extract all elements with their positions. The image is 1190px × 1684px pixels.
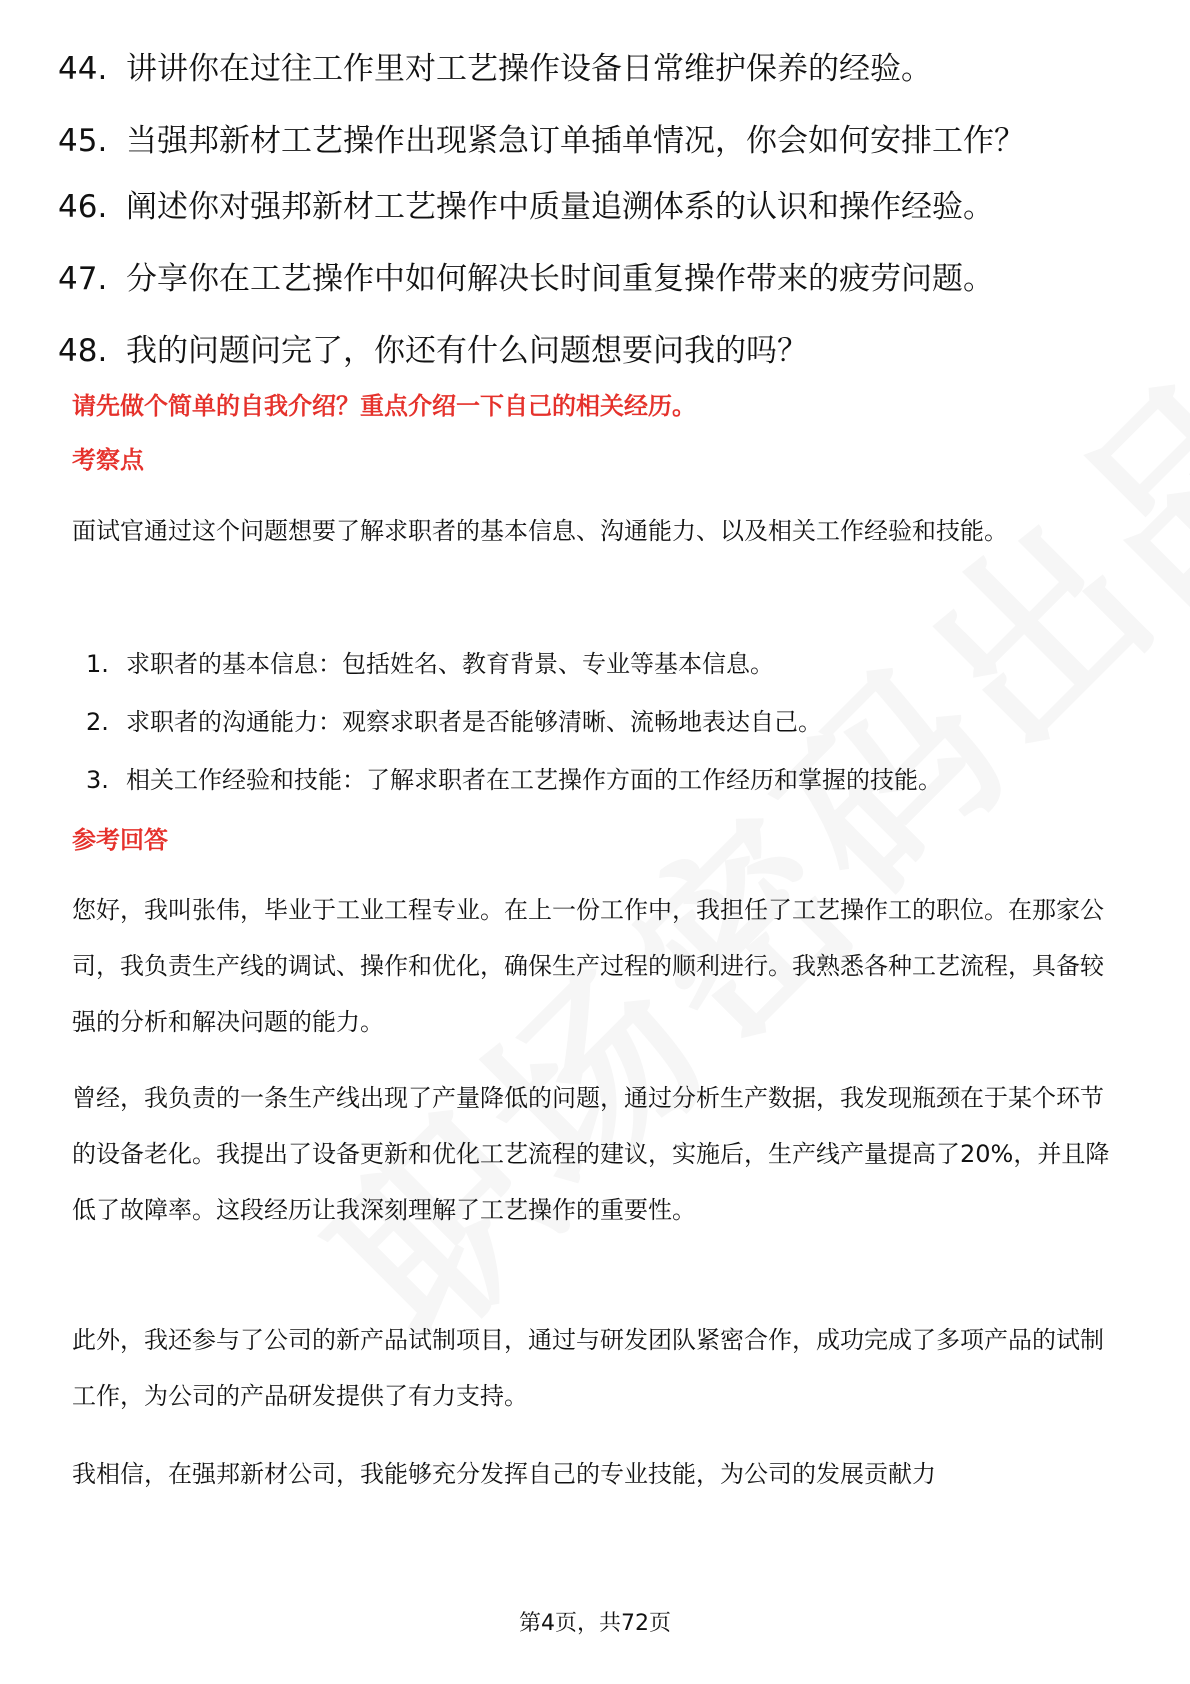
question-number: 44.: [58, 51, 108, 87]
question-text: 分享你在工艺操作中如何解决长时间重复操作带来的疲劳问题。: [126, 261, 994, 297]
question-number: 46.: [58, 189, 108, 225]
focus-point-number: 2.: [86, 708, 109, 736]
page-number-footer: 第4页，共72页: [519, 1611, 671, 1636]
question-text: 我的问题问完了，你还有什么问题想要问我的吗？: [126, 333, 808, 369]
question-item: [58, 258, 1118, 300]
question-item: [58, 120, 1118, 162]
interview-question-title: 请先做个简单的自我介绍？重点介绍一下自己的相关经历。: [72, 392, 696, 420]
question-list: [58, 48, 1118, 402]
answer-paragraph: 此外，我还参与了公司的新产品试制项目，通过与研发团队紧密合作，成功完成了多项产品的试制工作，为公司的产品研发提供了有力支持。: [72, 1326, 1104, 1410]
question-number: 45.: [58, 123, 108, 159]
question-text: 当强邦新材工艺操作出现紧急订单插单情况，你会如何安排工作？: [126, 123, 1025, 159]
question-item: [58, 48, 1118, 90]
question-item: [58, 330, 1118, 372]
question-number: 47.: [58, 261, 108, 297]
focus-intro: 面试官通过这个问题想要了解求职者的基本信息、沟通能力、以及相关工作经验和技能。: [72, 517, 1008, 545]
focus-point: [86, 706, 1126, 738]
answer-paragraph: 曾经，我负责的一条生产线出现了产量降低的问题，通过分析生产数据，我发现瓶颈在于某个环节的设备老化。我提出了设备更新和优化工艺流程的建议，实施后，生产线产量提高了20%，并且降低了故障率。这段经历让我深刻理解了工艺操作的重要性。: [72, 1084, 1110, 1224]
question-item: [58, 186, 1118, 228]
question-text: 阐述你对强邦新材工艺操作中质量追溯体系的认识和操作经验。: [126, 189, 994, 225]
question-text: 讲讲你在过往工作里对工艺操作设备日常维护保养的经验。: [126, 51, 932, 87]
answer-paragraph: 您好，我叫张伟，毕业于工业工程专业。在上一份工作中，我担任了工艺操作工的职位。在那家公司，我负责生产线的调试、操作和优化，确保生产过程的顺利进行。我熟悉各种工艺流程，具备较强的分析和解决问题的能力。: [72, 896, 1104, 1036]
focus-point-number: 1.: [86, 650, 109, 678]
answer-paragraph: 我相信，在强邦新材公司，我能够充分发挥自己的专业技能，为公司的发展贡献力: [72, 1460, 936, 1488]
focus-points-list: [86, 648, 1126, 822]
focus-point-text: 相关工作经验和技能：了解求职者在工艺操作方面的工作经历和掌握的技能。: [126, 766, 942, 794]
focus-point: [86, 764, 1126, 796]
focus-point-text: 求职者的基本信息：包括姓名、教育背景、专业等基本信息。: [126, 650, 774, 678]
focus-point-number: 3.: [86, 766, 109, 794]
focus-point: [86, 648, 1126, 680]
answer-heading: 参考回答: [72, 826, 168, 854]
focus-point-text: 求职者的沟通能力：观察求职者是否能够清晰、流畅地表达自己。: [126, 708, 822, 736]
focus-heading: 考察点: [72, 446, 144, 474]
question-number: 48.: [58, 333, 108, 369]
